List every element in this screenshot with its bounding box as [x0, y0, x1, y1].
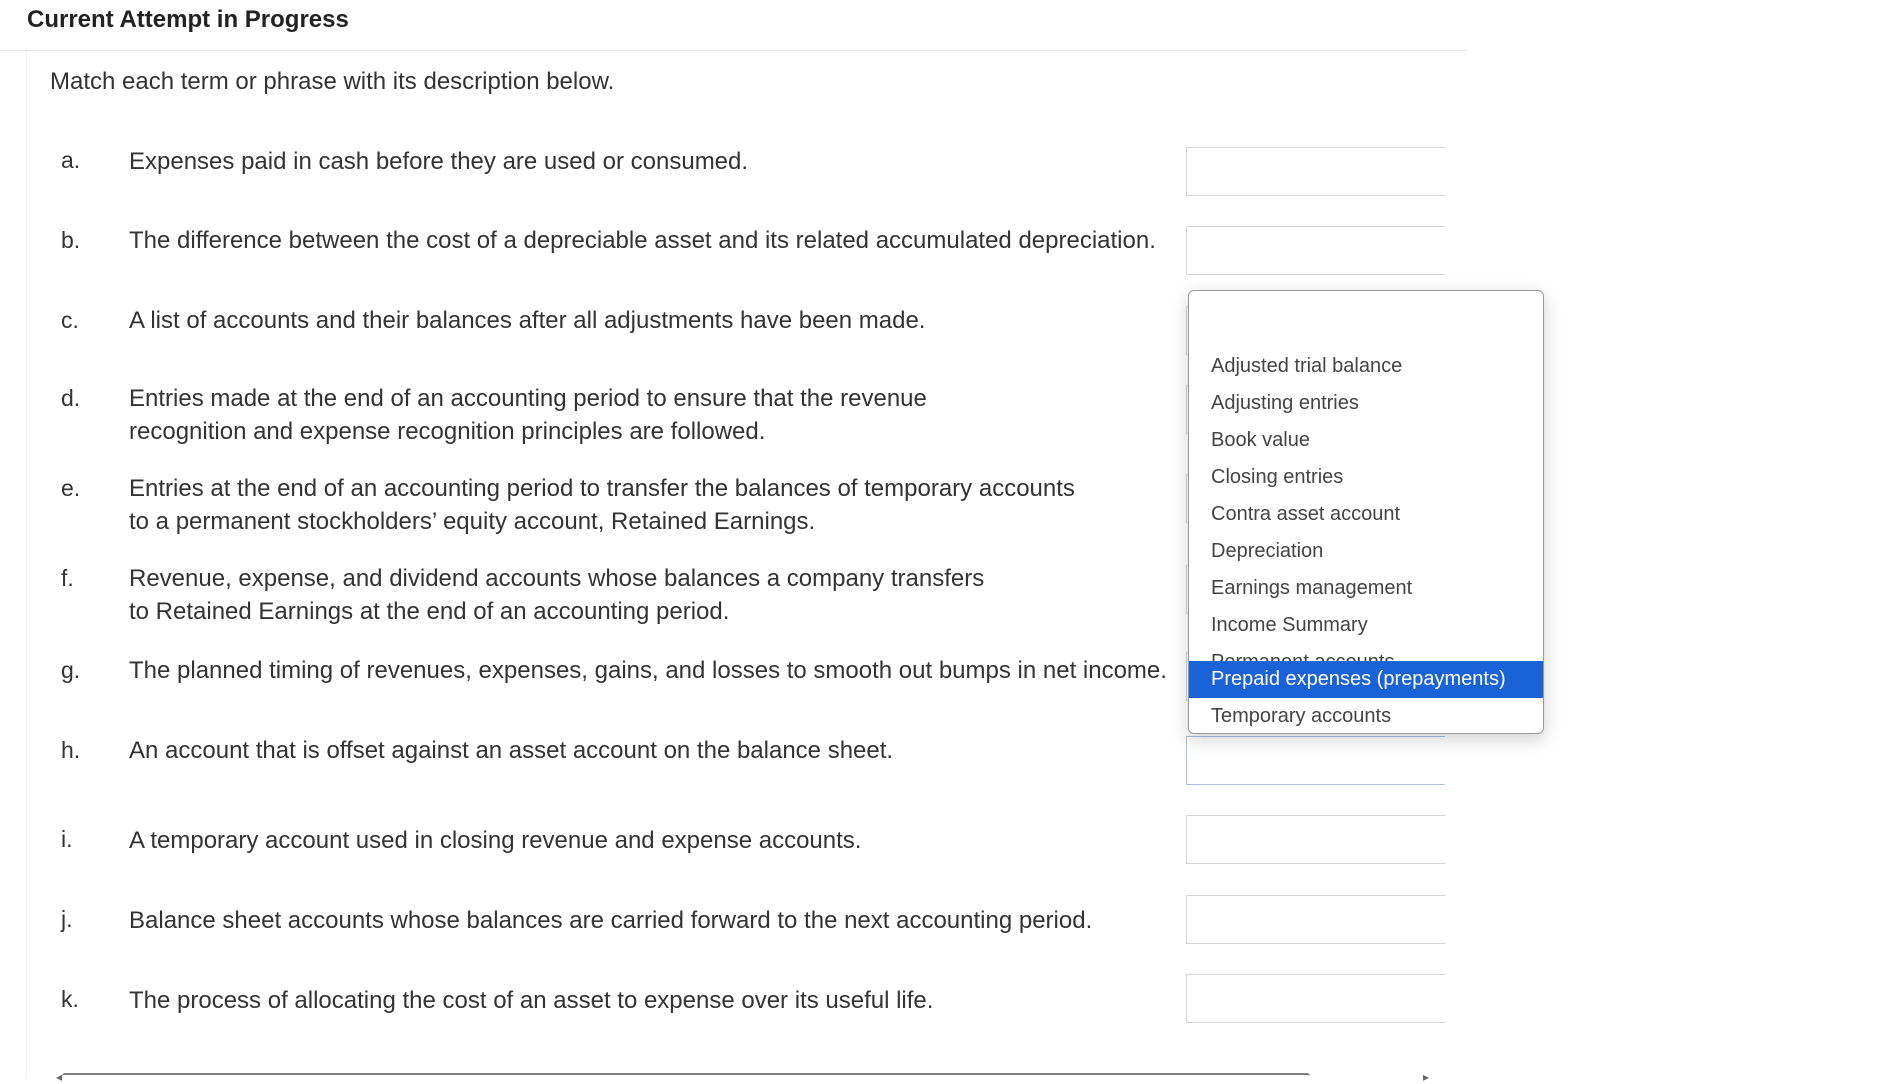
- dropdown-option-contra-asset-account[interactable]: Contra asset account: [1211, 503, 1400, 525]
- item-text-f: Revenue, expense, and dividend accounts whose balances a company transfers to Retained Earnings at the end of an accounting period.: [129, 565, 985, 625]
- answer-dropdown-list[interactable]: [1188, 290, 1544, 734]
- item-text-e: Entries at the end of an accounting period to transfer the balances of temporary accounts to a permanent stockholders’ equity account, Retained Earnings.: [129, 475, 1075, 535]
- dropdown-option-closing-entries[interactable]: Closing entries: [1211, 466, 1344, 488]
- item-text-j: Balance sheet accounts whose balances are carried forward to the next accounting period.: [129, 907, 1093, 934]
- item-text-g: The planned timing of revenues, expenses, gains, and losses to smooth out bumps in net income.: [129, 657, 1167, 684]
- item-text-h: An account that is offset against an asset account on the balance sheet.: [129, 737, 894, 764]
- dropdown-option-blank[interactable]: [1189, 299, 1543, 336]
- answer-select-j[interactable]: [1186, 895, 1445, 944]
- item-text-b: The difference between the cost of a depreciable asset and its related accumulated depreciation.: [129, 227, 1156, 254]
- panel-divider: [26, 51, 27, 1078]
- answer-select-i[interactable]: [1186, 815, 1445, 864]
- dropdown-option-temporary-accounts[interactable]: Temporary accounts: [1211, 705, 1392, 727]
- item-letter-i: i.: [61, 826, 73, 852]
- item-text-c: A list of accounts and their balances after all adjustments have been made.: [129, 307, 926, 334]
- item-letter-c: c.: [61, 307, 79, 333]
- dropdown-option-adjusting-entries[interactable]: Adjusting entries: [1211, 392, 1359, 414]
- item-letter-g: g.: [61, 657, 81, 683]
- dropdown-option-book-value[interactable]: Book value: [1211, 429, 1310, 451]
- item-letter-f: f.: [61, 565, 74, 591]
- item-letter-h: h.: [61, 737, 81, 763]
- item-letter-a: a.: [61, 147, 81, 173]
- question-instructions: Match each term or phrase with its description below.: [50, 68, 615, 95]
- dropdown-option-earnings-management[interactable]: Earnings management: [1211, 577, 1413, 599]
- scroll-right-icon[interactable]: ▸: [1423, 1070, 1430, 1084]
- answer-select-b[interactable]: [1186, 226, 1445, 275]
- item-letter-d: d.: [61, 385, 81, 411]
- item-text-a: Expenses paid in cash before they are used or consumed.: [129, 148, 749, 175]
- dropdown-option-prepaid-expenses[interactable]: Prepaid expenses (prepayments): [1189, 661, 1543, 698]
- item-text-d: Entries made at the end of an accounting period to ensure that the revenue recognition and expense recognition principles are followed.: [129, 385, 927, 445]
- header-bar: [0, 0, 1467, 51]
- answer-select-h[interactable]: [1186, 736, 1445, 785]
- item-text-k: The process of allocating the cost of an asset to expense over its useful life.: [129, 987, 934, 1014]
- item-letter-b: b.: [61, 227, 81, 253]
- answer-select-a[interactable]: [1186, 147, 1445, 196]
- item-letter-e: e.: [61, 475, 81, 501]
- page-title: Current Attempt in Progress: [27, 6, 349, 33]
- answer-select-k[interactable]: [1186, 974, 1445, 1023]
- dropdown-option-adjusted-trial-balance[interactable]: Adjusted trial balance: [1211, 355, 1403, 377]
- scroll-left-icon[interactable]: ◂: [56, 1070, 63, 1084]
- item-letter-j: j.: [61, 906, 73, 932]
- horizontal-scrollbar[interactable]: [62, 1073, 1310, 1080]
- dropdown-option-depreciation[interactable]: Depreciation: [1211, 540, 1324, 562]
- item-text-i: A temporary account used in closing revenue and expense accounts.: [129, 827, 862, 854]
- dropdown-option-income-summary[interactable]: Income Summary: [1211, 614, 1368, 636]
- item-letter-k: k.: [61, 986, 79, 1012]
